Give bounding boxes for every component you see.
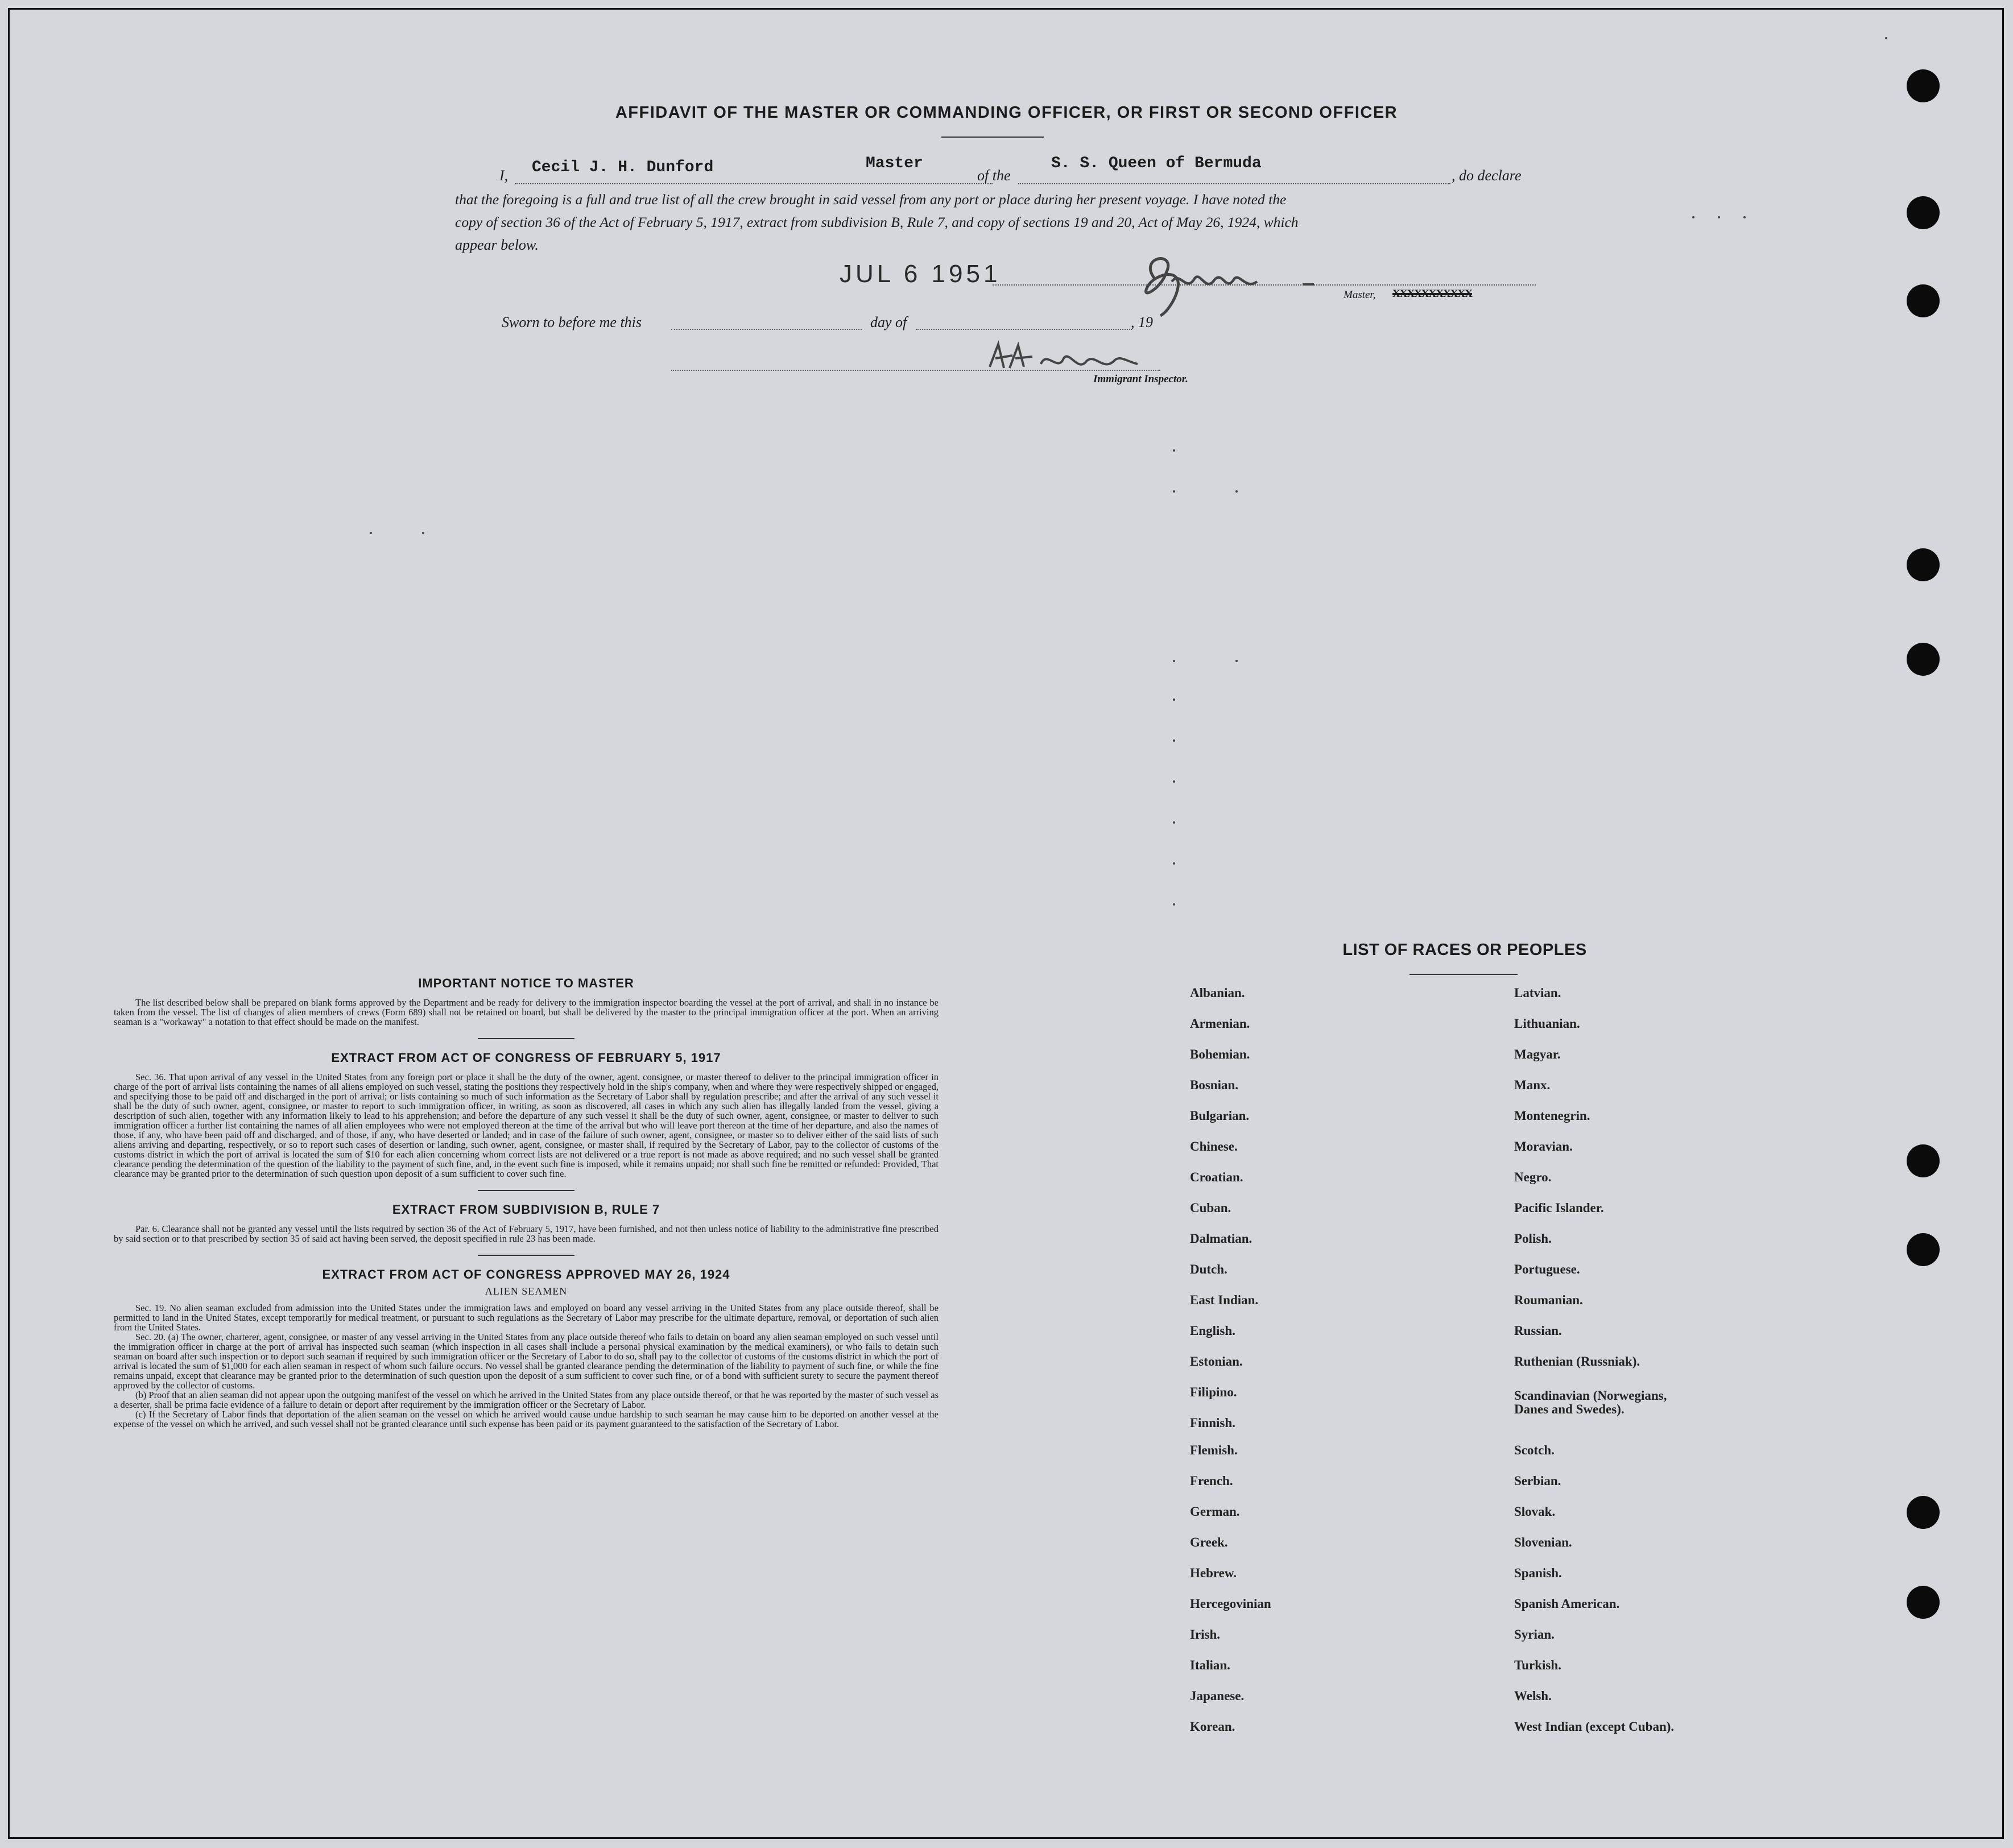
- affidavit-i: I,: [499, 167, 509, 184]
- race-item: Portuguese.: [1514, 1262, 1580, 1276]
- race-item: English.: [1190, 1324, 1235, 1338]
- sec20a-paragraph: Sec. 20. (a) The owner, charterer, agent, consignee, or master of any vessel arriving in the United States from any place outside thereof who fails to detain on board any alien seaman employed on such vessel until the immigration officer in charge at the port of arrival has inspected such seaman (which inspection in all cases shall include a personal physical examination by the medical examiners), or who fails to detain such seaman on board after such inspection or to deport such seaman if required by such immigration officer or the Secretary of Labor to do so, shall pay to the collector of customs of the customs district in which the port of arrival is located the sum of $1,000 for each alien seaman in respect of whom such failure occurs. No vessel shall be granted clearance pending the determination of the liability to payment of such fine, or while the fine remains unpaid, except that clearance may be granted prior to the determination of such question upon the deposit of a sum sufficient to cover such fine, or of a bond with sufficient surety to secure the payment thereof approved by the collector of customs.: [114, 1332, 939, 1391]
- race-item: Filipino.: [1190, 1385, 1237, 1399]
- race-item: Korean.: [1190, 1719, 1235, 1734]
- races-title: LIST OF RACES OR PEOPLES: [1342, 941, 1587, 959]
- struck-title: XXXXXXXXXXX: [1392, 288, 1472, 300]
- race-item: Syrian.: [1514, 1627, 1555, 1642]
- guide-dot: [1235, 660, 1238, 662]
- affidavit-line-2: that the foregoing is a full and true list of all the crew brought in said vessel from any port or place during her present voyage. I have noted the: [455, 191, 1287, 208]
- master-name: Cecil J. H. Dunford: [532, 159, 714, 176]
- race-item: Japanese.: [1190, 1689, 1245, 1703]
- guide-dot: [1743, 216, 1746, 218]
- race-item: Estonian.: [1190, 1354, 1243, 1369]
- race-item: Flemish.: [1190, 1443, 1238, 1457]
- race-item: Spanish American.: [1514, 1597, 1620, 1611]
- guide-dot: [1173, 449, 1175, 452]
- sec19-paragraph: Sec. 19. No alien seaman excluded from admission into the United States under the immigration laws and employed on board any vessel arriving in the United States from any place outside thereof, shall be permitted to land in the United States, except temporarily for medical treatment, or pursuant to such regulations as the Secretary of Labor may prescribe for the ultimate departure, removal, or deportation of such alien from the United States.: [114, 1303, 939, 1333]
- vessel-line: [1018, 183, 1450, 184]
- race-item: East Indian.: [1190, 1293, 1259, 1307]
- race-item: Roumanian.: [1514, 1293, 1583, 1307]
- guide-dot: [1235, 490, 1238, 493]
- guide-dot: [422, 532, 424, 534]
- sec20b-paragraph: (b) Proof that an alien seaman did not appear upon the outgoing manifest of the vessel on which he arrived in the United States from any place outside thereof, or that he was reported by the master of such vessel as a deserter, shall be prima facie evidence of a failure to detain or deport after requirement by the immigration officer or the Secretary of Labor.: [114, 1390, 939, 1410]
- race-item: Croatian.: [1190, 1170, 1243, 1184]
- race-item: Irish.: [1190, 1627, 1221, 1642]
- race-item: Bulgarian.: [1190, 1109, 1250, 1123]
- race-item: Serbian.: [1514, 1474, 1561, 1488]
- master-label: Master,: [1344, 289, 1376, 301]
- race-item: Dalmatian.: [1190, 1231, 1253, 1246]
- notice-section: [114, 976, 939, 1429]
- guide-dot: [1173, 490, 1175, 493]
- guide-dot: [370, 532, 372, 534]
- do-declare-label: , do declare: [1452, 167, 1522, 184]
- race-item: Pacific Islander.: [1514, 1201, 1604, 1215]
- binder-hole: [1907, 1586, 1940, 1619]
- extract-rule7-paragraph: Par. 6. Clearance shall not be granted any vessel until the lists required by section 36 of the Act of February 5, 1917, have been furnished, and not then unless notice of liability to the administrative fine prescribed by said section or to that prescribed by section 35 of said act having been served, the deposit specified in rule 23 has been made.: [114, 1223, 939, 1244]
- race-item: Russian.: [1514, 1324, 1562, 1338]
- binder-hole: [1907, 1233, 1940, 1266]
- date-stamp: JUL 6 1951: [840, 260, 1001, 288]
- race-item: Magyar.: [1514, 1047, 1561, 1061]
- alien-seamen-subheading: ALIEN SEAMEN: [485, 1285, 568, 1297]
- race-item: Latvian.: [1514, 986, 1561, 1000]
- notice-heading: IMPORTANT NOTICE TO MASTER: [418, 976, 634, 990]
- affidavit-title: AFFIDAVIT OF THE MASTER OR COMMANDING OFFICER, OR FIRST OR SECOND OFFICER: [615, 104, 1398, 122]
- race-item: Slovenian.: [1514, 1535, 1572, 1549]
- race-item: Negro.: [1514, 1170, 1552, 1184]
- sworn-label: Sworn to before me this: [502, 314, 642, 330]
- extract-rule7-heading: EXTRACT FROM SUBDIVISION B, RULE 7: [392, 1202, 660, 1217]
- race-item: Scandinavian (Norwegians, Danes and Swedes).: [1514, 1388, 1667, 1416]
- binder-hole: [1907, 196, 1940, 229]
- section-divider: [478, 1038, 574, 1039]
- binder-hole: [1907, 1144, 1940, 1177]
- vessel-name: S. S. Queen of Bermuda: [1051, 155, 1262, 172]
- guide-dot: [1173, 739, 1175, 742]
- race-item: Bohemian.: [1190, 1047, 1250, 1061]
- extract-1924-heading: EXTRACT FROM ACT OF CONGRESS APPROVED MAY 26, 1924: [322, 1267, 730, 1281]
- notice-paragraph: The list described below shall be prepared on blank forms approved by the Department and be ready for delivery to the immigration inspector boarding the vessel at the port of arrival, and shall in no instance be taken from the vessel. The list of changes of alien members of crews (Form 689) shall not be retained on board, but shall be delivered by the master to the principal immigration officer at the port. When an arriving seaman is a "workaway" a notation to that effect should be made on the manifest.: [114, 997, 939, 1027]
- page-border: [8, 8, 2004, 1839]
- race-item: Hercegovinian: [1190, 1597, 1271, 1611]
- binder-hole: [1907, 69, 1940, 102]
- races-divider: [1409, 974, 1518, 975]
- race-item: Chinese.: [1190, 1139, 1238, 1154]
- race-item: Welsh.: [1514, 1689, 1552, 1703]
- guide-dot: [1173, 903, 1175, 906]
- master-signature: [1115, 239, 1342, 319]
- binder-hole: [1907, 643, 1940, 676]
- day-of-label: day of: [870, 314, 907, 330]
- name-line: [515, 183, 993, 184]
- guide-dot: [1173, 862, 1175, 865]
- binder-hole: [1907, 548, 1940, 581]
- race-item: Cuban.: [1190, 1201, 1231, 1215]
- guide-dot: [1885, 37, 1887, 39]
- year-label: , 19: [1131, 314, 1153, 330]
- race-item: Slovak.: [1514, 1504, 1556, 1519]
- extract-1917-paragraph: Sec. 36. That upon arrival of any vessel in the United States from any foreign port or place it shall be the duty of the owner, agent, consignee, or master thereof to deliver to the principal immigration officer in charge of the port of arrival lists containing the names of all aliens employed on such vessel, stating the positions they respectively hold in the ship's company, when and where they were respectively shipped or engaged, and specifying those to be paid off and discharged in the port of arrival; or lists containing so much of such information as the Secretary of Labor shall by regulation prescribe; and after the arrival of any such vessel it shall be the duty of such owner, agent, consignee, or master to report to such immigration officer, in writing, as soon as discovered, all cases in which any such alien has illegally landed from the vessel, giving a description of such alien, together with any information likely to lead to his apprehension; and before the departure of any such vessel it shall be the duty of such owner, agent, consignee, or master to deliver to such immigration officer a further list containing the names of all alien employees who were not employed thereon at the time of the arrival but who will leave port thereon at the time of her departure, and also the names of those, if any, who have been paid off and discharged, and of those, if any, who have deserted or landed; and in case of the failure of such owner, agent, consignee, or master so to deliver either of the said lists of such aliens arriving and departing, respectively, or so to report such cases of desertion or landing, such owner, agent, consignee, or master shall, if required by the Secretary of Labor, pay to the collector of customs of the customs district in which the port of arrival is located the sum of $10 for each alien concerning whom correct lists are not delivered or a true report is not made as above required; and no such vessel shall be granted clearance pending the determination of the question of the liability to the payment of such fine, and, in the event such fine is imposed, while it remains unpaid; nor shall such fine be remitted or refunded: Provided, That clearance may be granted prior to the determination of such question upon deposit of a sum sufficient to cover such fine.: [114, 1072, 939, 1179]
- section-divider: [478, 1255, 574, 1256]
- race-item: Ruthenian (Russniak).: [1514, 1354, 1640, 1369]
- guide-dot: [1173, 698, 1175, 701]
- race-item: Montenegrin.: [1514, 1109, 1590, 1123]
- affidavit-line-3: copy of section 36 of the Act of February 5, 1917, extract from subdivision B, Rule 7, and copy of sections 19 and 20, Act of May 26, 1924, which: [455, 214, 1299, 230]
- race-item: Armenian.: [1190, 1016, 1250, 1031]
- race-item: Moravian.: [1514, 1139, 1573, 1154]
- guide-dot: [1173, 660, 1175, 662]
- race-item: Italian.: [1190, 1658, 1230, 1672]
- race-item: Polish.: [1514, 1231, 1552, 1246]
- race-item: Greek.: [1190, 1535, 1228, 1549]
- inspector-label: Immigrant Inspector.: [1093, 373, 1188, 385]
- race-item: German.: [1190, 1504, 1240, 1519]
- race-item: Scotch.: [1514, 1443, 1555, 1457]
- binder-hole: [1907, 284, 1940, 317]
- race-item: Turkish.: [1514, 1658, 1561, 1672]
- affidavit-line-4: appear below.: [455, 237, 539, 253]
- binder-hole: [1907, 1496, 1940, 1529]
- sec20c-paragraph: (c) If the Secretary of Labor finds that deportation of the alien seaman on the vessel on which he arrived would cause undue hardship to such seaman he may cause him to be deported on another vessel at the expense of the vessel on which he arrived, and such vessel shall not be granted clearance until such expense has been paid or its payment guaranteed to the satisfaction of the Secretary of Labor.: [114, 1409, 939, 1429]
- sworn-day-line: [671, 329, 862, 330]
- race-item: West Indian (except Cuban).: [1514, 1719, 1675, 1734]
- race-item: Albanian.: [1190, 986, 1245, 1000]
- title-divider: [941, 137, 1044, 138]
- race-item: Spanish.: [1514, 1566, 1562, 1580]
- race-item: Manx.: [1514, 1078, 1551, 1092]
- race-item: Hebrew.: [1190, 1566, 1237, 1580]
- guide-dot: [1692, 216, 1694, 218]
- race-item: Lithuanian.: [1514, 1016, 1580, 1031]
- guide-dot: [1173, 780, 1175, 783]
- section-divider: [478, 1190, 574, 1191]
- race-item: Dutch.: [1190, 1262, 1227, 1276]
- sworn-month-line: [916, 329, 1132, 330]
- of-the-label: of the: [977, 167, 1011, 184]
- extract-1917-heading: EXTRACT FROM ACT OF CONGRESS OF FEBRUARY 5, 1917: [331, 1051, 721, 1065]
- race-item: Bosnian.: [1190, 1078, 1239, 1092]
- master-rank: Master: [866, 155, 923, 172]
- guide-dot: [1718, 216, 1720, 218]
- race-item: Finnish.: [1190, 1416, 1235, 1430]
- race-item: French.: [1190, 1474, 1233, 1488]
- guide-dot: [1173, 821, 1175, 824]
